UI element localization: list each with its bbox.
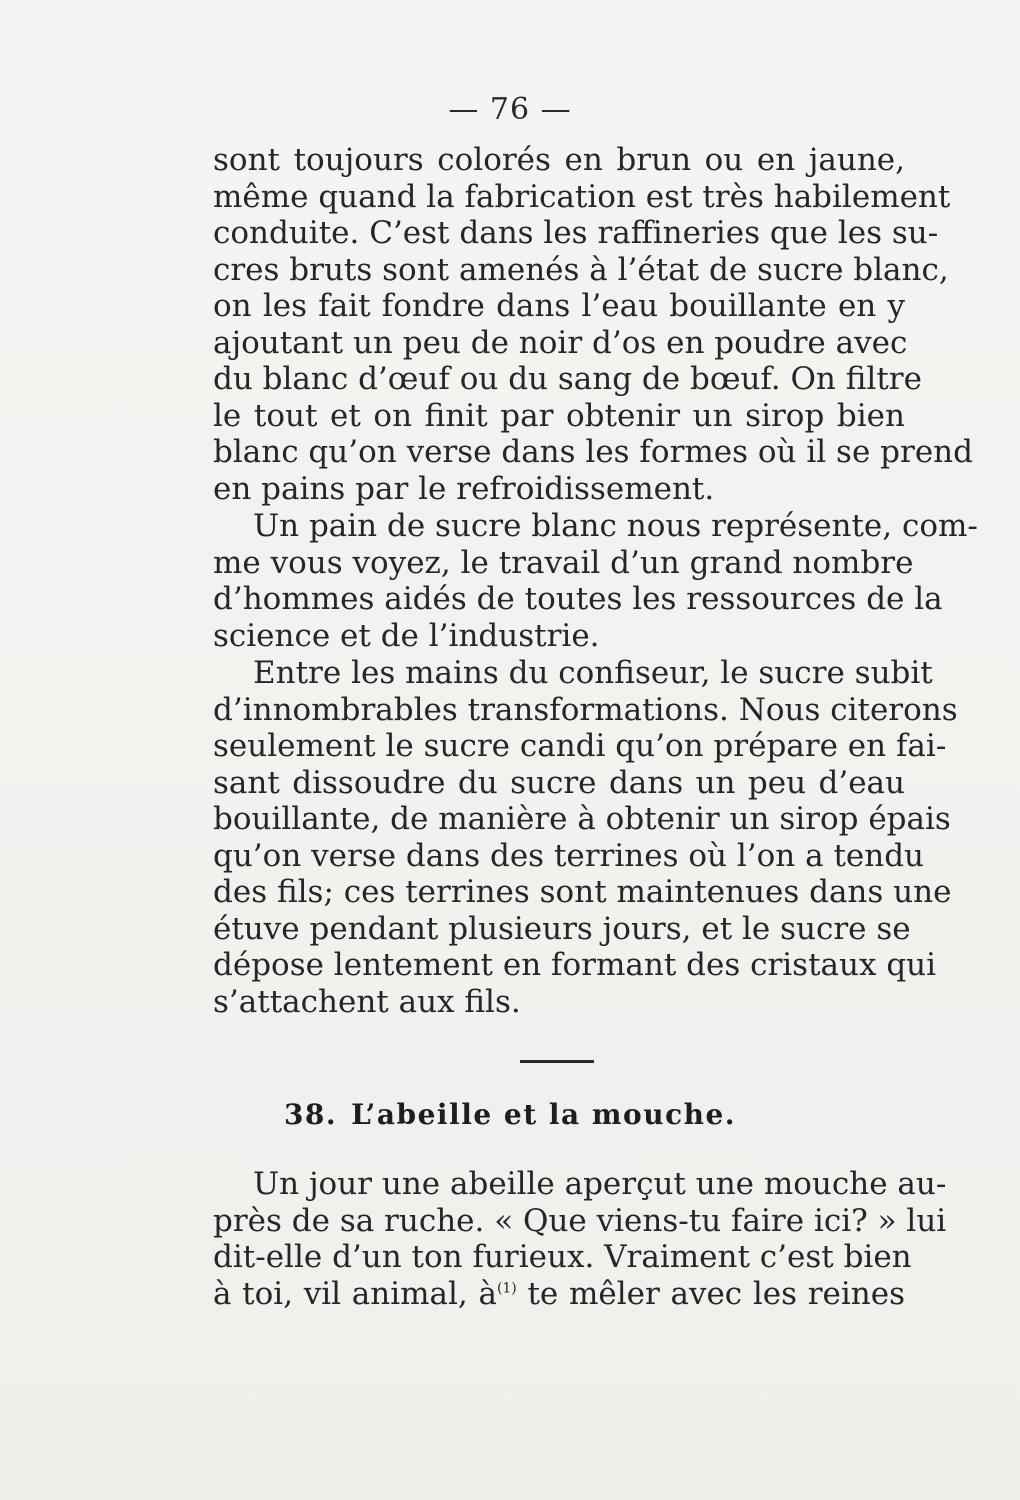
text-line: qu’on verse dans des terrines où l’on a tendu <box>213 837 925 874</box>
text-line: conduite. C’est dans les raffineries que les su- <box>213 215 939 251</box>
section-title: L’abeille et la mouche. <box>351 1098 737 1131</box>
text-fragment: à toi, vil animal, à <box>213 1275 497 1312</box>
text-line: Un jour une abeille aperçut une mouche au- <box>253 1166 947 1202</box>
text-line: science et de l’industrie. <box>213 617 600 654</box>
section-divider <box>520 1060 594 1063</box>
text-fragment: te mêler avec les reines <box>527 1275 905 1312</box>
text-line: sont toujours colorés en brun ou en jaune, <box>213 142 905 178</box>
text-line: près de sa ruche. « Que viens-tu faire ici? » lui <box>213 1202 947 1239</box>
text-line: dépose lentement en formant des cristaux qui <box>213 947 937 983</box>
text-line: le tout et on finit par obtenir un sirop bien <box>213 397 905 434</box>
text-line: ajoutant un peu de noir d’os en poudre avec <box>213 324 908 361</box>
text-line: d’innombrables transformations. Nous citerons <box>213 691 958 728</box>
text-line: Entre les mains du confiseur, le sucre subit <box>253 655 933 691</box>
page-number: — 76 — <box>448 92 572 127</box>
text-line: on les fait fondre dans l’eau bouillante en y <box>213 288 905 324</box>
footnote-marker: (1) <box>496 1280 517 1297</box>
text-line: même quand la fabrication est très habilement <box>213 178 951 215</box>
text-line: dit-elle d’un ton furieux. Vraiment c’est bien <box>213 1239 912 1275</box>
text-line: s’attachent aux fils. <box>213 983 521 1020</box>
text-line: sant dissoudre du sucre dans un peu d’eau <box>213 764 905 801</box>
text-line: blanc qu’on verse dans les formes où il se prend <box>213 434 973 470</box>
text-line: cres bruts sont amenés à l’état de sucre blanc, <box>213 251 949 288</box>
paragraph-confectioner <box>213 655 958 1020</box>
text-line: étuve pendant plusieurs jours, et le sucre se <box>213 910 911 947</box>
text-line: seulement le sucre candi qu’on prépare en fai- <box>213 728 947 764</box>
paragraph-sugar-refining <box>213 142 973 507</box>
section-number: 38. <box>283 1098 338 1131</box>
text-line: d’hommes aidés de toutes les ressources de la <box>213 581 943 617</box>
text-line: bouillante, de manière à obtenir un sirop épais <box>213 801 951 837</box>
section-heading <box>0 1098 1020 1131</box>
paragraph-bee-and-fly <box>213 1166 947 1312</box>
text-line: Un pain de sucre blanc nous représente, com- <box>253 508 978 544</box>
text-line: des fils; ces terrines sont maintenues dans une <box>213 874 952 910</box>
text-line: du blanc d’œuf ou du sang de bœuf. On filtre <box>213 361 922 397</box>
text-line: en pains par le refroidissement. <box>213 470 715 507</box>
paragraph-sugar-loaf <box>213 508 978 654</box>
text-line: me vous voyez, le travail d’un grand nombre <box>213 544 914 581</box>
text-line <box>213 1276 905 1313</box>
